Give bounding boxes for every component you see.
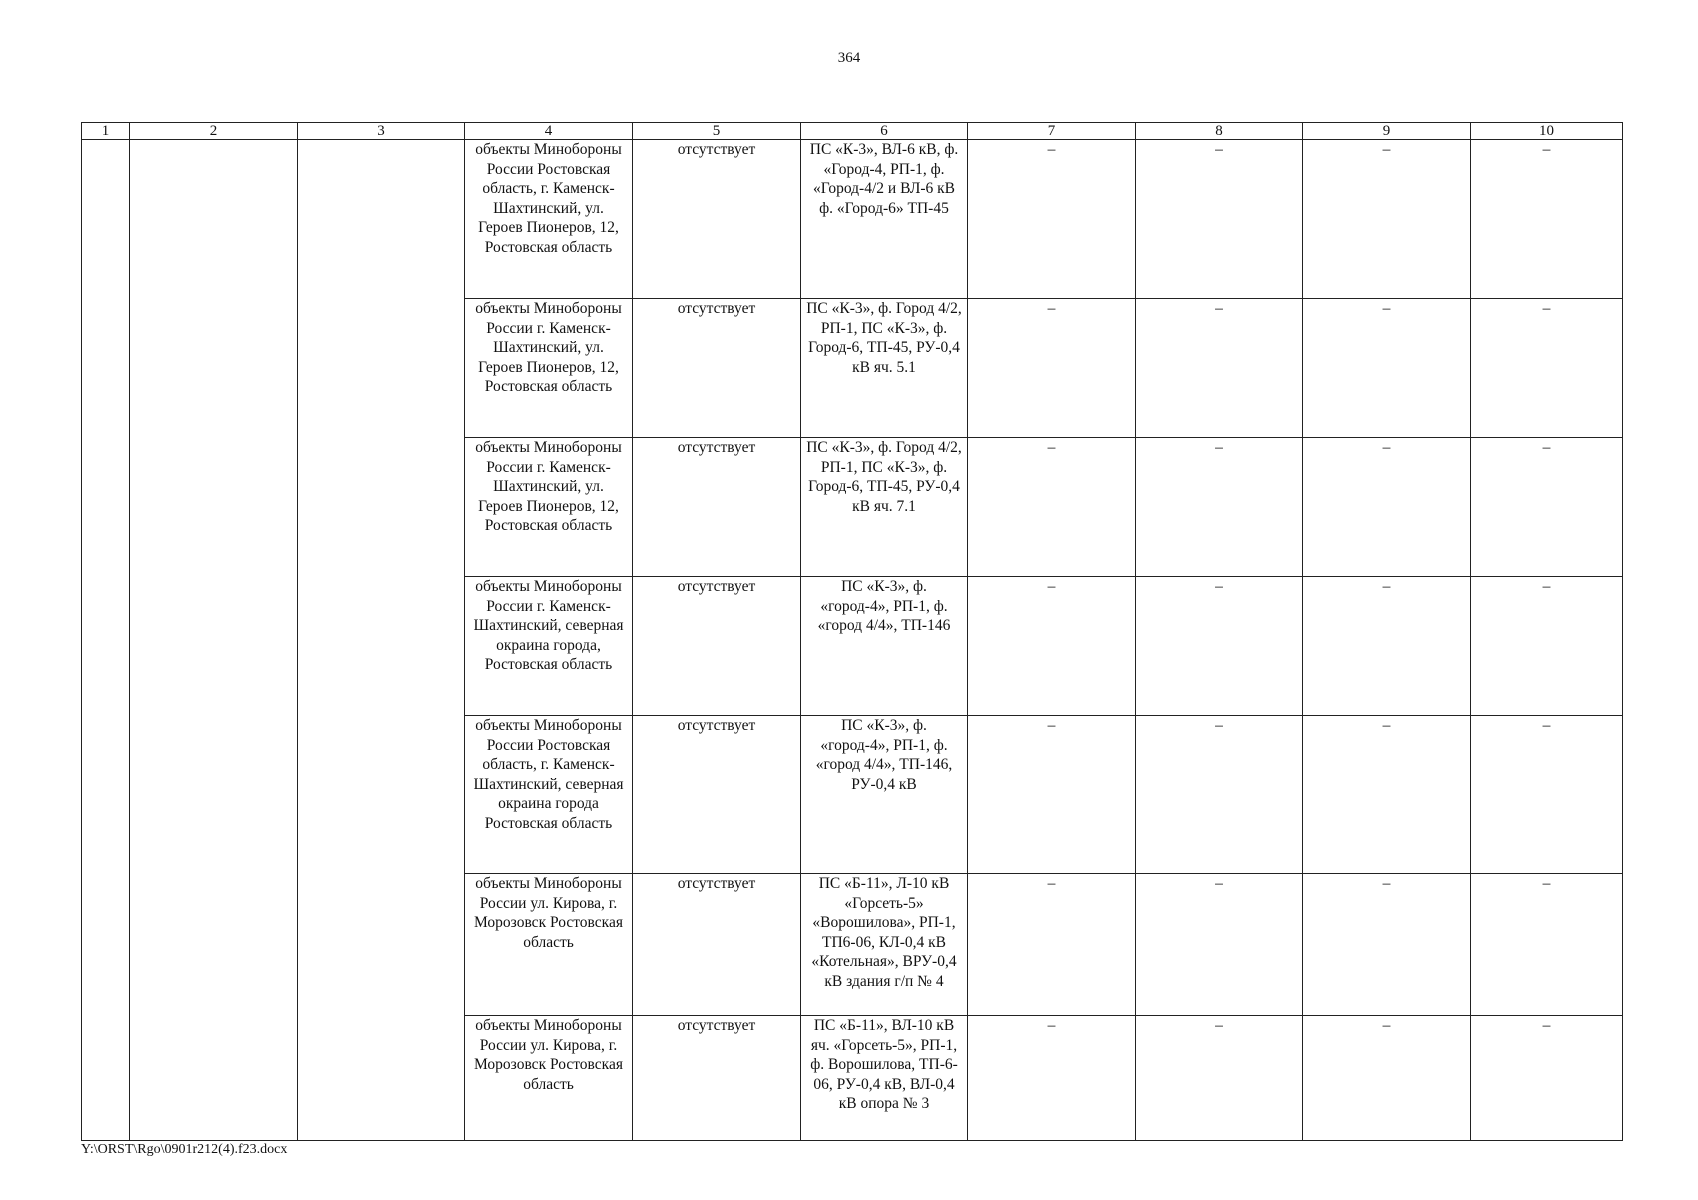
col-header-2: 2	[130, 123, 298, 140]
cell-col-8: –	[1136, 299, 1303, 438]
object-location: объекты Минобороны России г. Каменск-Шахтинский, ул. Героев Пионеров, 12, Ростовская область	[465, 299, 633, 438]
connection-scheme: ПС «К-3», ф. Город 4/2, РП-1, ПС «К-3», ф. Город-6, ТП-45, РУ-0,4 кВ яч. 5.1	[801, 299, 968, 438]
col-header-1: 1	[82, 123, 130, 140]
cell-col-5: отсутствует	[633, 577, 801, 716]
col-header-10: 10	[1471, 123, 1623, 140]
cell-col-8: –	[1136, 140, 1303, 299]
data-table	[81, 122, 1623, 1141]
cell-col-9: –	[1303, 299, 1471, 438]
connection-scheme: ПС «К-3», ф. «город-4», РП-1, ф. «город 4/4», ТП-146, РУ-0,4 кВ	[801, 716, 968, 874]
col-header-9: 9	[1303, 123, 1471, 140]
cell-col-9: –	[1303, 874, 1471, 1016]
page-number: 364	[837, 50, 861, 66]
col-header-7: 7	[968, 123, 1136, 140]
object-location: объекты Минобороны России Ростовская область, г. Каменск-Шахтинский, северная окраина города Ростовская область	[465, 716, 633, 874]
col-header-3: 3	[298, 123, 465, 140]
connection-scheme: ПС «К-3», ф. «город-4», РП-1, ф. «город 4/4», ТП-146	[801, 577, 968, 716]
object-location: объекты Минобороны России г. Каменск-Шахтинский, ул. Героев Пионеров, 12, Ростовская область	[465, 438, 633, 577]
cell-col-5: отсутствует	[633, 438, 801, 577]
cell-col-8: –	[1136, 438, 1303, 577]
cell-col-5: отсутствует	[633, 299, 801, 438]
cell-col-8: –	[1136, 1016, 1303, 1141]
document-path-footer: Y:\ORST\Rgo\0901r212(4).f23.docx	[81, 1142, 288, 1157]
col-header-8: 8	[1136, 123, 1303, 140]
object-location: объекты Минобороны России Ростовская область, г. Каменск-Шахтинский, ул. Героев Пионеров, 12, Ростовская область	[465, 140, 633, 299]
cell-col-5: отсутствует	[633, 716, 801, 874]
cell-col-3	[298, 140, 465, 1141]
cell-col-10: –	[1471, 577, 1623, 716]
table-row	[82, 140, 1623, 299]
cell-col-10: –	[1471, 438, 1623, 577]
object-location: объекты Минобороны России ул. Кирова, г. Морозовск Ростовская область	[465, 1016, 633, 1141]
cell-col-9: –	[1303, 438, 1471, 577]
connection-scheme: ПС «К-3», ВЛ-6 кВ, ф. «Город-4, РП-1, ф. «Город-4/2 и ВЛ-6 кВ ф. «Город-6» ТП-45	[801, 140, 968, 299]
cell-col-8: –	[1136, 577, 1303, 716]
cell-col-7: –	[968, 577, 1136, 716]
cell-col-8: –	[1136, 716, 1303, 874]
cell-col-5: отсутствует	[633, 140, 801, 299]
col-header-5: 5	[633, 123, 801, 140]
object-location: объекты Минобороны России ул. Кирова, г. Морозовск Ростовская область	[465, 874, 633, 1016]
cell-col-10: –	[1471, 716, 1623, 874]
cell-col-1	[82, 140, 130, 1141]
header-row	[82, 123, 1623, 140]
cell-col-9: –	[1303, 1016, 1471, 1141]
cell-col-7: –	[968, 716, 1136, 874]
connection-scheme: ПС «Б-11», ВЛ-10 кВ яч. «Горсеть-5», РП-1, ф. Ворошилова, ТП-6-06, РУ-0,4 кВ, ВЛ-0,4 кВ опора № 3	[801, 1016, 968, 1141]
cell-col-10: –	[1471, 140, 1623, 299]
col-header-4: 4	[465, 123, 633, 140]
cell-col-7: –	[968, 874, 1136, 1016]
cell-col-7: –	[968, 438, 1136, 577]
cell-col-5: отсутствует	[633, 1016, 801, 1141]
cell-col-5: отсутствует	[633, 874, 801, 1016]
cell-col-10: –	[1471, 299, 1623, 438]
cell-col-7: –	[968, 140, 1136, 299]
cell-col-8: –	[1136, 874, 1303, 1016]
cell-col-2	[130, 140, 298, 1141]
connection-scheme: ПС «К-3», ф. Город 4/2, РП-1, ПС «К-3», ф. Город-6, ТП-45, РУ-0,4 кВ яч. 7.1	[801, 438, 968, 577]
connection-scheme: ПС «Б-11», Л-10 кВ «Горсеть-5» «Ворошилова», РП-1, ТП6-06, КЛ-0,4 кВ «Котельная», ВРУ-0,4 кВ здания г/п № 4	[801, 874, 968, 1016]
object-location: объекты Минобороны России г. Каменск-Шахтинский, северная окраина города, Ростовская область	[465, 577, 633, 716]
cell-col-7: –	[968, 299, 1136, 438]
cell-col-9: –	[1303, 140, 1471, 299]
cell-col-9: –	[1303, 716, 1471, 874]
cell-col-7: –	[968, 1016, 1136, 1141]
col-header-6: 6	[801, 123, 968, 140]
cell-col-10: –	[1471, 1016, 1623, 1141]
cell-col-9: –	[1303, 577, 1471, 716]
cell-col-10: –	[1471, 874, 1623, 1016]
